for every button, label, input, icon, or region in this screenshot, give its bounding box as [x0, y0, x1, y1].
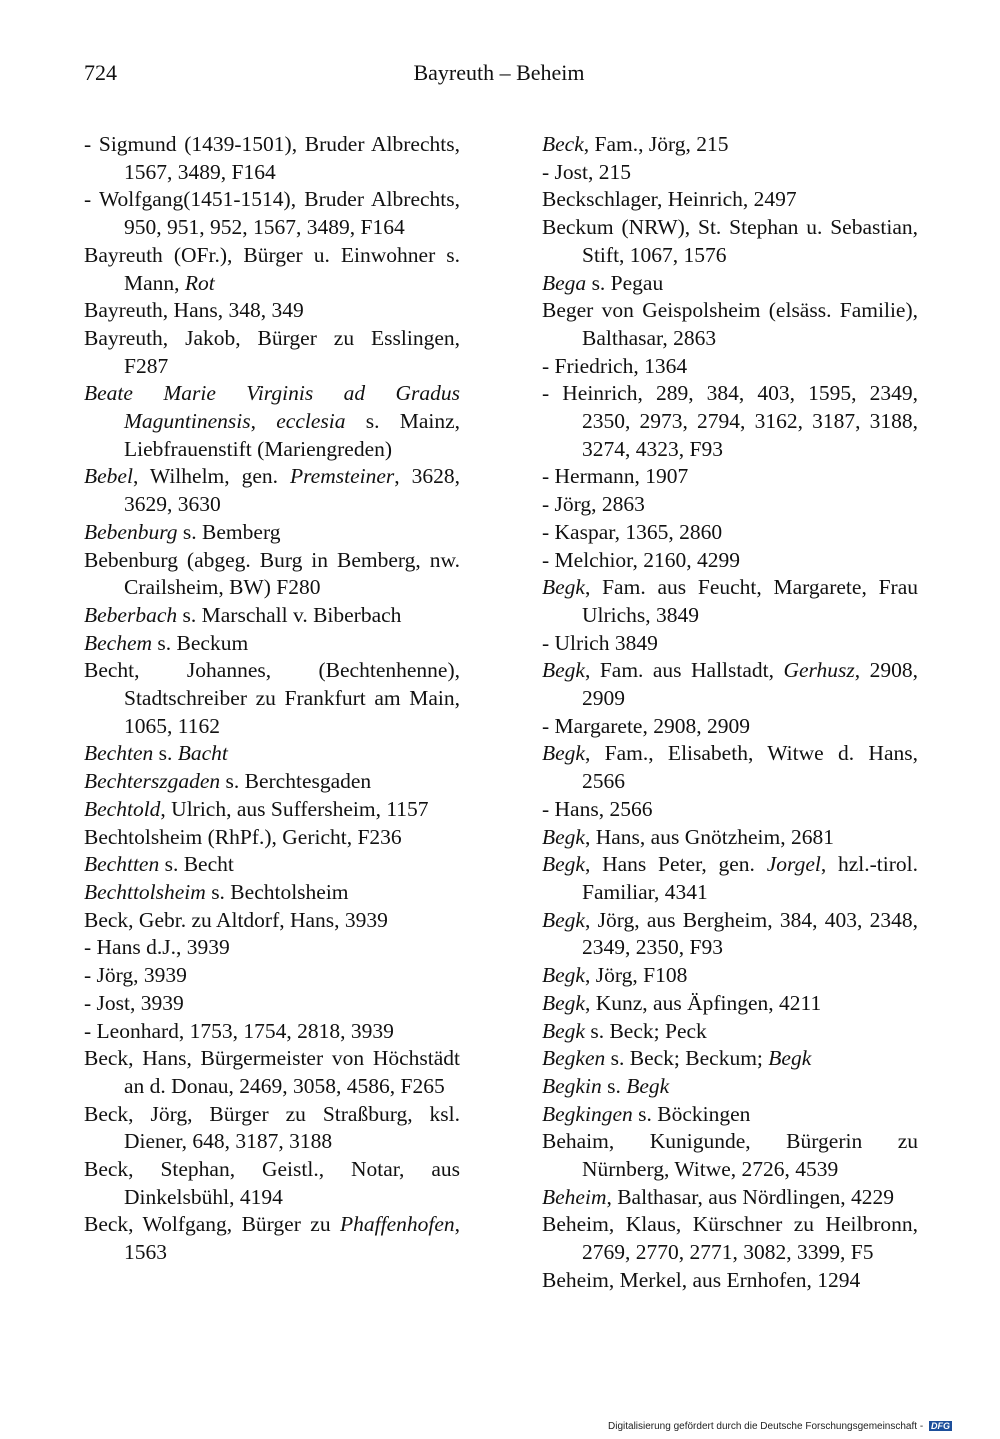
index-entry: Bebenburg (abgeg. Burg in Bemberg, nw. Crailsheim, BW) F280 — [84, 547, 460, 600]
index-entry: - Melchior, 2160, 4299 — [542, 547, 740, 572]
index-entry: Bega s. Pegau — [542, 270, 664, 295]
index-entry: Bechtolsheim (RhPf.), Gericht, F236 — [84, 824, 402, 849]
index-entry: Beck, Jörg, Bürger zu Straßburg, ksl. Diener, 648, 3187, 3188 — [84, 1101, 460, 1154]
index-entry: Beck, Stephan, Geistl., Notar, aus Dinkelsbühl, 4194 — [84, 1157, 460, 1209]
index-entry: Beate Marie Virginis ad Gradus Maguntinensis, ecclesia s. Mainz, Liebfrauenstift (Mariengreden) — [84, 381, 461, 461]
index-entry: Beck, Gebr. zu Altdorf, Hans, 3939 — [84, 907, 388, 932]
index-entry: - Jost, 3939 — [84, 990, 184, 1015]
index-entry: Begk, Fam. aus Feucht, Margarete, Frau Ulrichs, 3849 — [542, 575, 918, 627]
dfg-logo: DFG — [930, 1421, 950, 1431]
index-entry: - Leonhard, 1753, 1754, 2818, 3939 — [84, 1018, 394, 1043]
index-column-left — [84, 131, 460, 1267]
index-entry: Begken s. Beck; Beckum; Begk — [542, 1046, 812, 1071]
index-entry: Bechem s. Beckum — [84, 630, 249, 655]
index-entry: Bechttolsheim s. Bechtolsheim — [84, 879, 349, 904]
running-head: Bayreuth – Beheim — [413, 60, 585, 85]
index-entry: Begkingen s. Böckingen — [542, 1101, 751, 1126]
index-entry: Bechten s. Bacht — [84, 741, 228, 766]
index-entry: - Kaspar, 1365, 2860 — [542, 519, 723, 544]
index-entry: Bechtten s. Becht — [84, 852, 234, 877]
index-entry: - Margarete, 2908, 2909 — [542, 713, 750, 738]
index-entry: - Hans d.J., 3939 — [84, 935, 230, 960]
index-entry: Begkin s. Begk — [542, 1073, 670, 1098]
index-entry: - Ulrich 3849 — [542, 630, 658, 655]
index-entry: Bayreuth (OFr.), Bürger u. Einwohner s. Mann, Rot — [84, 242, 460, 295]
index-entry: - Hans, 2566 — [542, 796, 653, 821]
index-entry: Beckum (NRW), St. Stephan u. Sebastian, Stift, 1067, 1576 — [542, 215, 918, 267]
index-entry: Behaim, Kunigunde, Bürgerin zu Nürnberg, Witwe, 2726, 4539 — [542, 1129, 918, 1182]
footer-credit — [608, 1421, 952, 1432]
index-entry: Bebenburg s. Bemberg — [84, 519, 281, 544]
footer-text: Digitalisierung gefördert durch die Deutsche Forschungsgemeinschaft - — [608, 1421, 924, 1432]
index-entry: Begk, Fam., Elisabeth, Witwe d. Hans, 2566 — [542, 741, 918, 794]
index-entry: Beheim, Balthasar, aus Nördlingen, 4229 — [542, 1184, 895, 1209]
index-column-right — [542, 131, 918, 1295]
index-entry: Beck, Fam., Jörg, 215 — [542, 132, 729, 156]
index-entry: Begk, Kunz, aus Äpfingen, 4211 — [542, 990, 822, 1015]
index-entry: Begk, Jörg, F108 — [542, 963, 688, 988]
index-entry: - Wolfgang(1451-1514), Bruder Albrechts, 950, 951, 952, 1567, 3489, F164 — [84, 187, 460, 240]
index-entry: Beheim, Klaus, Kürschner zu Heilbronn, 2769, 2770, 2771, 3082, 3399, F5 — [542, 1212, 918, 1265]
index-entry: Bayreuth, Hans, 348, 349 — [84, 298, 304, 323]
index-entry: - Jörg, 2863 — [542, 492, 645, 517]
index-entry: Begk, Hans Peter, gen. Jorgel, hzl.-tirol. Familiar, 4341 — [542, 852, 918, 904]
index-entry: Beger von Geispolsheim (elsäss. Familie), Balthasar, 2863 — [542, 298, 918, 350]
index-entry: - Jost, 215 — [542, 159, 631, 184]
index-entry: Beheim, Merkel, aus Ernhofen, 1294 — [542, 1267, 861, 1292]
index-entry: - Jörg, 3939 — [84, 963, 187, 988]
index-entry: Becht, Johannes, (Bechtenhenne), Stadtschreiber zu Frankfurt am Main, 1065, 1162 — [84, 658, 460, 738]
index-entry: Beckschlager, Heinrich, 2497 — [542, 187, 797, 212]
index-entry: Begk s. Beck; Peck — [542, 1018, 707, 1043]
index-entry: Bayreuth, Jakob, Bürger zu Esslingen, F287 — [84, 325, 460, 378]
index-entry: Bebel, Wilhelm, gen. Premsteiner, 3628, 3629, 3630 — [84, 464, 460, 517]
index-entry: Beck, Hans, Bürgermeister von Höchstädt an d. Donau, 2469, 3058, 4586, F265 — [84, 1046, 460, 1098]
index-entry: - Friedrich, 1364 — [542, 353, 688, 378]
page-header — [84, 60, 914, 96]
index-entry: Bechtold, Ulrich, aus Suffersheim, 1157 — [84, 796, 429, 821]
index-entry: - Hermann, 1907 — [542, 464, 689, 489]
index-entry: Begk, Fam. aus Hallstadt, Gerhusz, 2908, 2909 — [542, 658, 918, 711]
index-entry: - Sigmund (1439-1501), Bruder Albrechts, 1567, 3489, F164 — [84, 132, 460, 184]
page-number: 724 — [84, 60, 117, 85]
index-entry: - Heinrich, 289, 384, 403, 1595, 2349, 2350, 2973, 2794, 3162, 3187, 3188, 3274, 4323, F93 — [542, 381, 918, 461]
index-entry: Begk, Hans, aus Gnötzheim, 2681 — [542, 824, 834, 849]
index-entry: Beck, Wolfgang, Bürger zu Phaffenhofen, 1563 — [84, 1212, 460, 1265]
index-entry: Bechterszgaden s. Berchtesgaden — [84, 769, 372, 794]
index-entry: Beberbach s. Marschall v. Biberbach — [84, 602, 402, 627]
index-entry: Begk, Jörg, aus Bergheim, 384, 403, 2348, 2349, 2350, F93 — [542, 907, 918, 960]
